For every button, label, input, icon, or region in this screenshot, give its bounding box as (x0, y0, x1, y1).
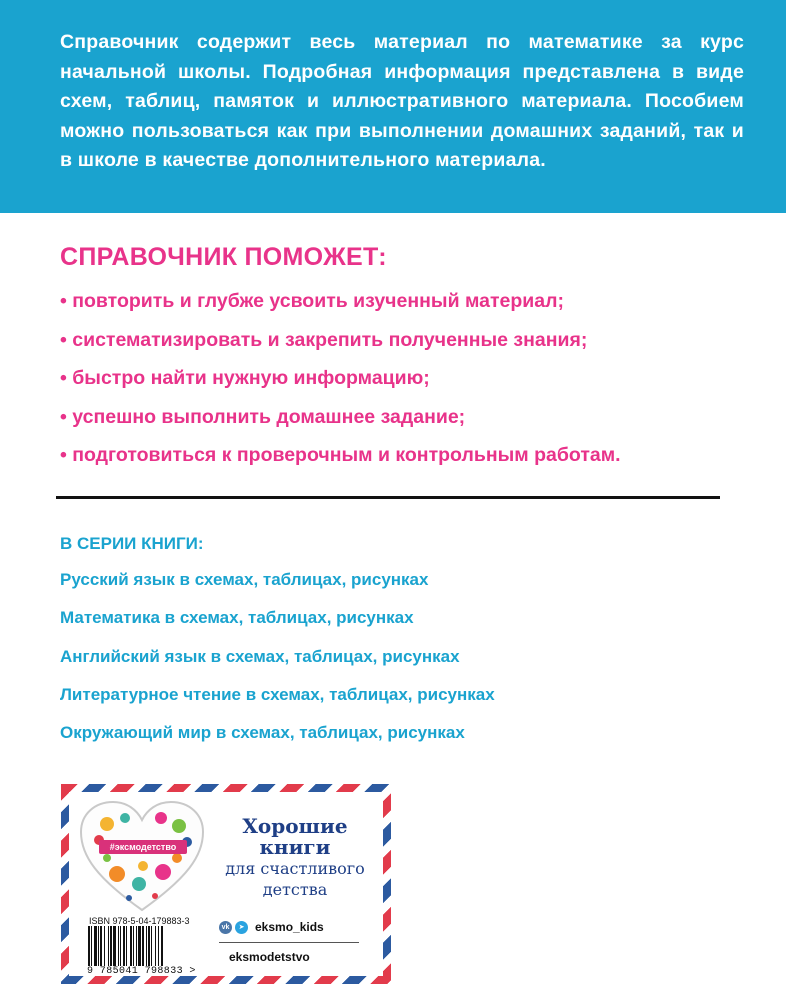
site-name: eksmodetstvo (229, 950, 310, 964)
section-divider (56, 496, 720, 499)
helps-item: • систематизировать и закрепить полученные знания; (60, 328, 588, 351)
telegram-icon: ➤ (235, 921, 248, 934)
vk-icon: vk (219, 921, 232, 934)
slogan-line: книги (259, 835, 331, 859)
helps-item: • успешно выполнить домашнее задание; (60, 405, 466, 428)
series-item: Английский язык в схемах, таблицах, рисунках (60, 646, 460, 666)
isbn-text: ISBN 978-5-04-179883-3 (89, 916, 190, 926)
card-divider (219, 942, 359, 943)
helps-item: • быстро найти нужную информацию; (60, 367, 430, 389)
barcode-digits: 9 785041 798833 > (87, 966, 196, 977)
helps-item: • повторить и глубже усвоить изученный материал; (60, 290, 565, 312)
slogan-line: Хорошие (242, 814, 348, 838)
heart-icon (77, 798, 207, 916)
barcode-icon (87, 926, 207, 966)
slogan-line: для счастливого (225, 859, 365, 878)
series-item: Русский язык в схемах, таблицах, рисунках (60, 570, 429, 589)
publisher-card-inner (69, 792, 383, 976)
helps-item: • подготовиться к проверочным и контрольным работам. (60, 444, 621, 466)
slogan-line: детства (262, 880, 328, 899)
hashtag-label: #эксмодетство (99, 840, 187, 854)
intro-text: Справочник содержит весь материал по математике за курс начальной школы. Подробная информация представлена в виде схем, таблиц, памяток и иллюстративного материала. Пособием можно пользоваться как при выполнении домашних заданий, так и в школе в качестве дополнительного материала. (60, 31, 744, 171)
series-item: Окружающий мир в схемах, таблицах, рисунках (60, 723, 465, 743)
helps-list (60, 286, 621, 479)
social-row (219, 920, 324, 934)
series-list (60, 568, 495, 759)
social-handle: eksmo_kids (255, 920, 324, 934)
series-title: В СЕРИИ КНИГИ: (60, 534, 204, 553)
series-item: Литературное чтение в схемах, таблицах, рисунках (60, 684, 495, 704)
publisher-card (61, 784, 391, 984)
series-item: Математика в схемах, таблицах, рисунках (60, 608, 414, 628)
helps-title: СПРАВОЧНИК ПОМОЖЕТ: (60, 243, 387, 271)
slogan (209, 816, 381, 900)
